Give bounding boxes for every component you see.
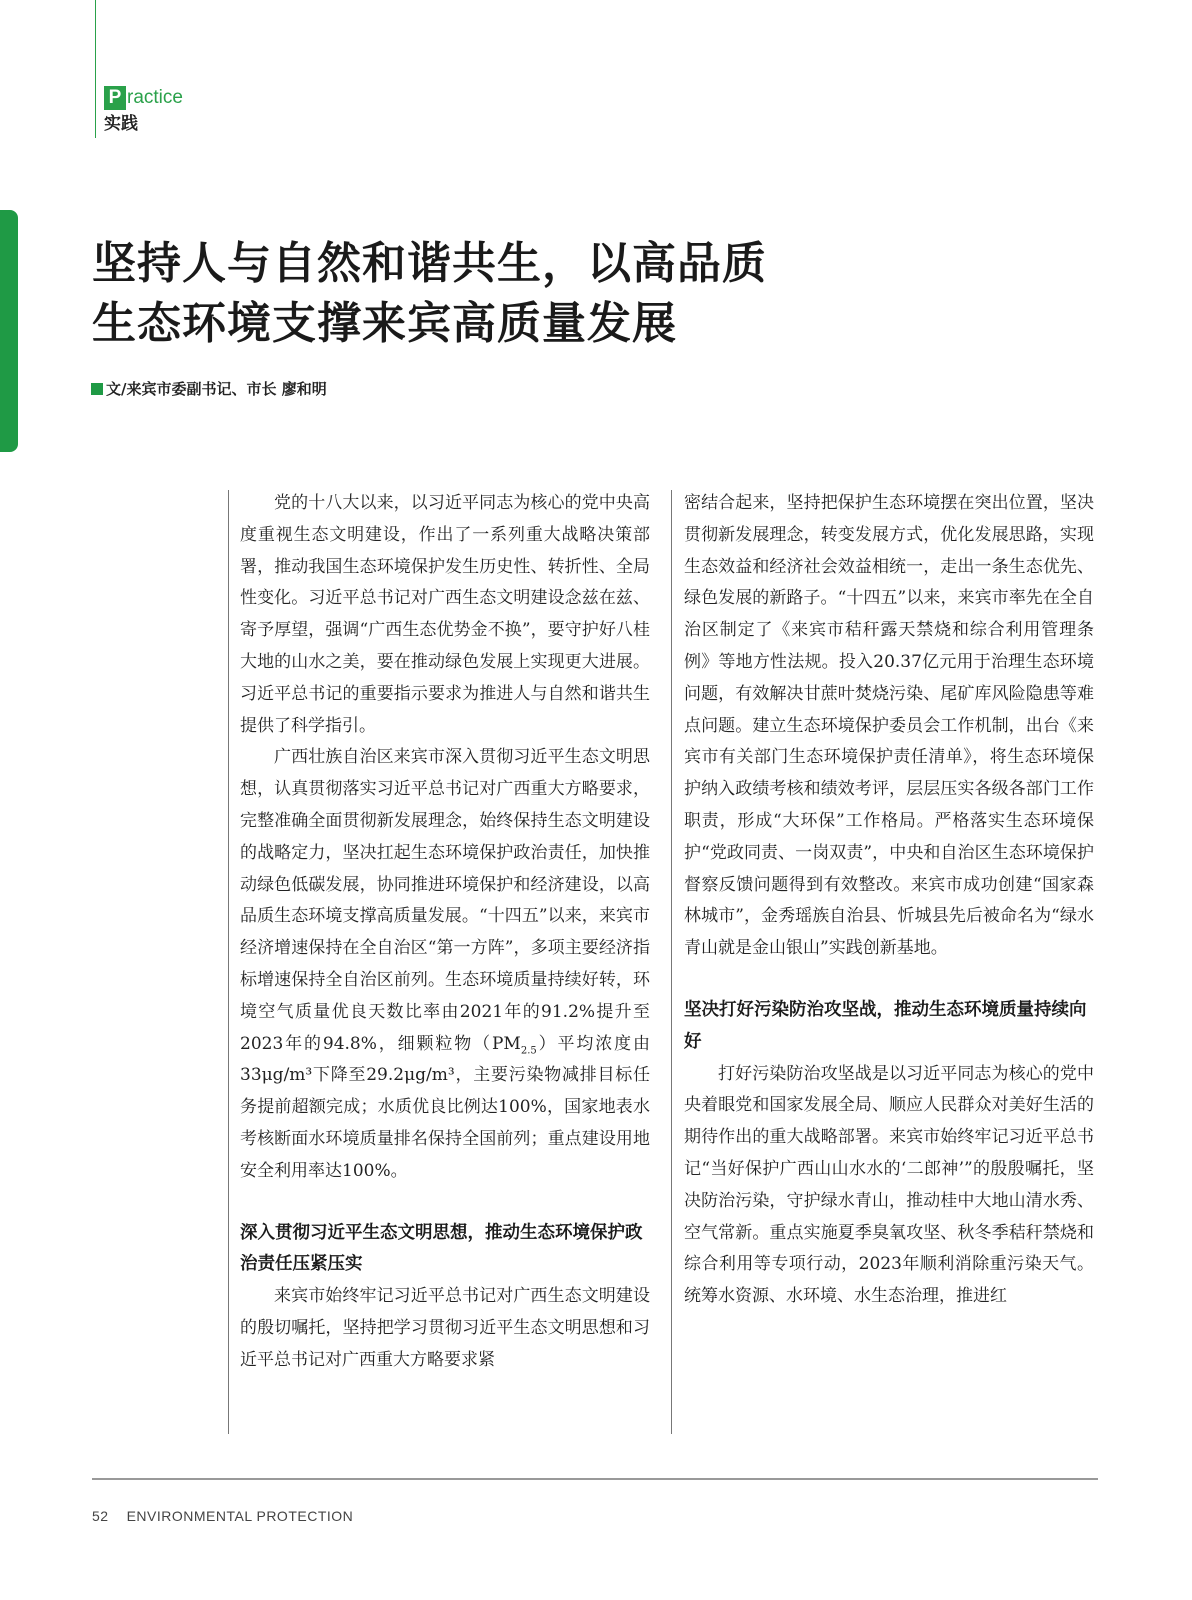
right-paragraph-2: 打好污染防治攻坚战是以习近平同志为核心的党中央着眼党和国家发展全局、顺应人民群众对美好生活的期待作出的重大战略部署。来宾市始终牢记习近平总书记“当好保护广西山山水水的‘二郎神’”的殷殷嘱托，坚决防治污染，守护绿水青山，推动桂中大地山清水秀、空气常新。重点实施夏季臭氧攻坚、秋冬季秸秆禁烧和综合利用等专项行动，2023年顺利消除重污染天气。统筹水资源、水环境、水生态治理，推进红 <box>684 1063 1094 1307</box>
pm-subscript: 2.5 <box>520 1044 537 1056</box>
section-tag <box>104 86 183 135</box>
page-footer <box>92 1508 353 1524</box>
article-title <box>92 234 767 354</box>
byline <box>91 378 327 399</box>
section-heading-1: 深入贯彻习近平生态文明思想，推动生态环境保护政治责任压紧压实 <box>240 1222 643 1275</box>
left-column-rule <box>228 490 229 1434</box>
right-column <box>684 488 1094 1313</box>
byline-text: 文/来宾市委副书记、市长 廖和明 <box>106 380 327 398</box>
left-paragraph-2 <box>240 742 650 1187</box>
section-tag-english <box>104 86 183 110</box>
page-number: 52 <box>92 1508 109 1524</box>
title-line-1: 坚持人与自然和谐共生，以高品质 <box>92 238 767 289</box>
left-paragraph-2b: ）平均浓度由33μg/m³下降至29.2μg/m³，主要污染物减排目标任务提前超额完成；水质优良比例达100%，国家地表水考核断面水环境质量排名保持全国前列；重点建设用地安全利用率达100%。 <box>240 1033 651 1181</box>
publication-name: ENVIRONMENTAL PROTECTION <box>126 1508 354 1524</box>
right-paragraph-1: 密结合起来，坚持把保护生态环境摆在突出位置，坚决贯彻新发展理念，转变发展方式，优化发展思路，实现生态效益和经济社会效益相统一，走出一条生态优先、绿色发展的新路子。“十四五”以来，来宾市率先在全自治区制定了《来宾市秸秆露天禁烧和综合利用管理条例》等地方性法规。投入20.37亿元用于治理生态环境问题，有效解决甘蔗叶焚烧污染、尾矿库风险隐患等难点问题。建立生态环境保护委员会工作机制，出台《来宾市有关部门生态环境保护责任清单》，将生态环境保护纳入政绩考核和绩效考评，层层压实各级各部门工作职责，形成“大环保”工作格局。严格落实生态环境保护“党政同责、一岗双责”，中央和自治区生态环境保护督察反馈问题得到有效整改。来宾市成功创建“国家森林城市”，金秀瑶族自治县、忻城县先后被命名为“绿水青山就是金山银山”实践创新基地。 <box>684 493 1094 959</box>
left-paragraph-1: 党的十八大以来，以习近平同志为核心的党中央高度重视生态文明建设，作出了一系列重大战略决策部署，推动我国生态环境保护发生历史性、转折性、全局性变化。习近平总书记对广西生态文明建设念兹在兹、寄予厚望，强调“广西生态优势金不换”，要守护好八桂大地的山水之美，要在推动绿色发展上实现更大进展。习近平总书记的重要指示要求为推进人与自然和谐共生提供了科学指引。 <box>240 493 650 736</box>
green-side-bar <box>0 210 18 452</box>
right-column-rule <box>671 490 672 1434</box>
byline-square-icon <box>91 383 103 395</box>
left-column <box>240 488 650 1377</box>
title-line-2: 生态环境支撑来宾高质量发展 <box>92 298 677 349</box>
section-tag-english-rest: ractice <box>127 87 183 108</box>
top-vertical-rule <box>95 0 96 138</box>
left-paragraph-2a: 广西壮族自治区来宾市深入贯彻习近平生态文明思想，认真贯彻落实习近平总书记对广西重大方略要求，完整准确全面贯彻新发展理念，始终保持生态文明建设的战略定力，坚决扛起生态环境保护政治责任，加快推动绿色低碳发展，协同推进环境保护和经济建设，以高品质生态环境支撑高质量发展。“十四五”以来，来宾市经济增速保持在全自治区“第一方阵”，多项主要经济指标增速保持全自治区前列。生态环境质量持续好转，环境空气质量优良天数比率由2021年的91.2%提升至2023年的94.8%，细颗粒物（PM <box>240 747 650 1054</box>
section-tag-initial: P <box>104 86 126 110</box>
left-paragraph-3: 来宾市始终牢记习近平总书记对广西生态文明建设的殷切嘱托，坚持把学习贯彻习近平生态文明思想和习近平总书记对广西重大方略要求紧 <box>240 1286 650 1370</box>
footer-rule <box>92 1478 1098 1480</box>
section-heading-2: 坚决打好污染防治攻坚战，推动生态环境质量持续向好 <box>684 999 1087 1052</box>
section-tag-chinese: 实践 <box>104 114 138 134</box>
